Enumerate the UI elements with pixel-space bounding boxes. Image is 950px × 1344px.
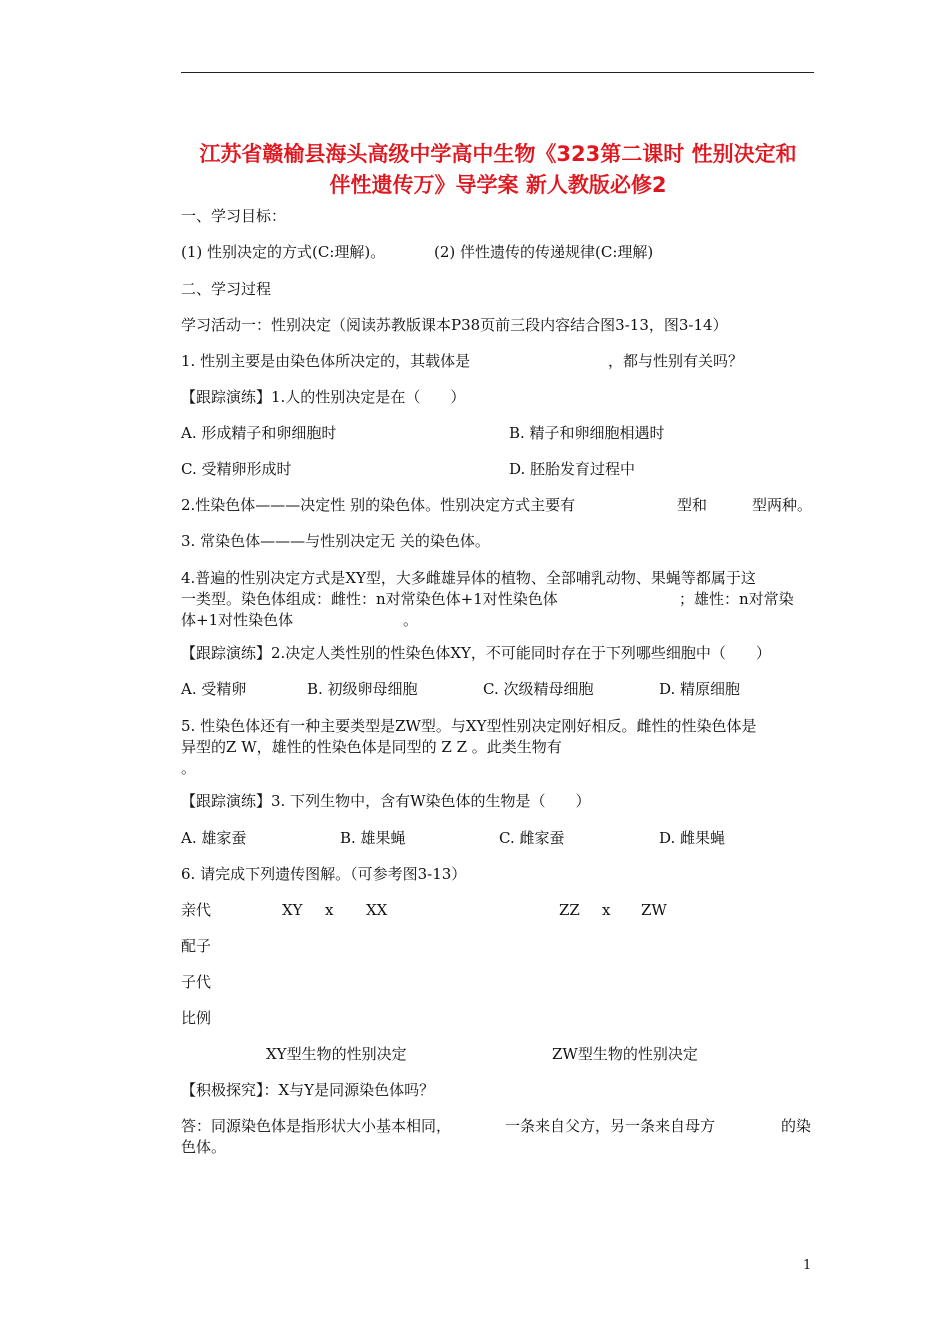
label-parent-generation: 亲代 — [181, 901, 212, 919]
label-offspring: 子代 — [181, 973, 212, 991]
genotype-xy: XY — [282, 901, 303, 919]
genotype-xx: XX — [366, 901, 388, 919]
label-ratio: 比例 — [181, 1009, 212, 1027]
genotype-zz: ZZ — [559, 901, 580, 919]
exercise-1-option-a: A. 形成精子和卵细胞时 — [181, 424, 337, 442]
exercise-2-option-d: D. 精原细胞 — [659, 680, 741, 698]
exercise-3-option-c: C. 雌家蚕 — [499, 829, 565, 847]
exercise-3-option-b: B. 雄果蝇 — [340, 829, 406, 847]
question-3-text: 3. 常染色体———与性别决定无 关的染色体。 — [181, 532, 490, 550]
objective-2: (2) 伴性遗传的传递规律(C:理解) — [434, 243, 654, 261]
question-4-line-3-end: 。 — [403, 611, 419, 629]
answer-line-1-part-2: 一条来自父方，另一条来自母方 — [505, 1117, 716, 1135]
cross-symbol-2: x — [602, 901, 611, 919]
question-6-text: 6. 请完成下列遗传图解。（可参考图3-13） — [181, 865, 467, 883]
activity-1-heading: 学习活动一：性别决定（阅读苏教版课本P38页前三段内容结合图3-13，图3-14） — [181, 316, 728, 334]
page-number: 1 — [803, 1258, 812, 1273]
label-gametes: 配子 — [181, 937, 212, 955]
exercise-1-option-b: B. 精子和卵细胞相遇时 — [509, 424, 665, 442]
exercise-2-option-b: B. 初级卵母细胞 — [307, 680, 418, 698]
question-4-line-2: 一类型。染色体组成：雌性：n对常染色体+1对性染色体 — [181, 590, 558, 608]
question-4-line-1: 4.普遍的性别决定方式是XY型，大多雌雄异体的植物、全部哺乳动物、果蝇等都属于这 — [181, 569, 756, 587]
question-5-line-2: 异型的Z W，雄性的性染色体是同型的 Z Z 。此类生物有 — [181, 738, 562, 756]
exercise-2-option-a: A. 受精卵 — [181, 680, 247, 698]
exercise-3-option-a: A. 雄家蚕 — [181, 829, 247, 847]
question-1-text: 1. 性别主要是由染色体所决定的，其载体是 — [181, 352, 471, 370]
answer-line-1-part-1: 答：同源染色体是指形状大小基本相同， — [181, 1117, 452, 1135]
question-4-line-3: 体+1对性染色体 — [181, 611, 294, 629]
question-5-line-1: 5. 性染色体还有一种主要类型是ZW型。与XY型性别决定刚好相反。雌性的性染色体是 — [181, 717, 757, 735]
exercise-3-prompt: 【跟踪演练】3. 下列生物中，含有W染色体的生物是（ ） — [181, 792, 591, 810]
question-5-line-3: 。 — [181, 759, 197, 777]
answer-line-1-part-3: 的染 — [781, 1117, 812, 1135]
exercise-2-option-c: C. 次级精母细胞 — [483, 680, 594, 698]
exercise-3-option-d: D. 雌果蝇 — [659, 829, 726, 847]
header-rule — [181, 72, 814, 73]
exercise-2-prompt: 【跟踪演练】2.决定人类性别的性染色体XY，不可能同时存在于下列哪些细胞中（ ） — [181, 644, 771, 662]
objective-1: (1) 性别决定的方式(C:理解)。 — [181, 243, 386, 261]
question-2-text: 2.性染色体———决定性 别的染色体。性别决定方式主要有 — [181, 496, 576, 514]
cross-symbol-1: x — [325, 901, 334, 919]
exercise-1-option-c: C. 受精卵形成时 — [181, 460, 292, 478]
caption-xy-diagram: XY型生物的性别决定 — [266, 1045, 407, 1063]
section-heading-process: 二、学习过程 — [181, 280, 272, 298]
section-heading-objectives: 一、学习目标： — [181, 207, 287, 225]
question-1-text-end: ，都与性别有关吗？ — [608, 352, 744, 370]
title-line-2: 伴性遗传万》导学案 新人教版必修2 — [329, 173, 667, 197]
exercise-1-option-d: D. 胚胎发育过程中 — [509, 460, 636, 478]
answer-line-2: 色体。 — [181, 1138, 227, 1156]
title-line-1: 江苏省赣榆县海头高级中学高中生物《323第二课时 性别决定和 — [199, 142, 797, 166]
caption-zw-diagram: ZW型生物的性别决定 — [552, 1045, 698, 1063]
question-2-blank-1-suffix: 型和 — [677, 496, 708, 514]
explore-question: 【积极探究】：X与Y是同源染色体吗？ — [181, 1081, 435, 1099]
exercise-1-prompt: 【跟踪演练】1.人的性别决定是在（ ） — [181, 388, 466, 406]
question-2-blank-2-suffix: 型两种。 — [752, 496, 813, 514]
question-4-line-2-end: ；雄性：n对常染 — [679, 590, 794, 608]
genotype-zw: ZW — [641, 901, 667, 919]
